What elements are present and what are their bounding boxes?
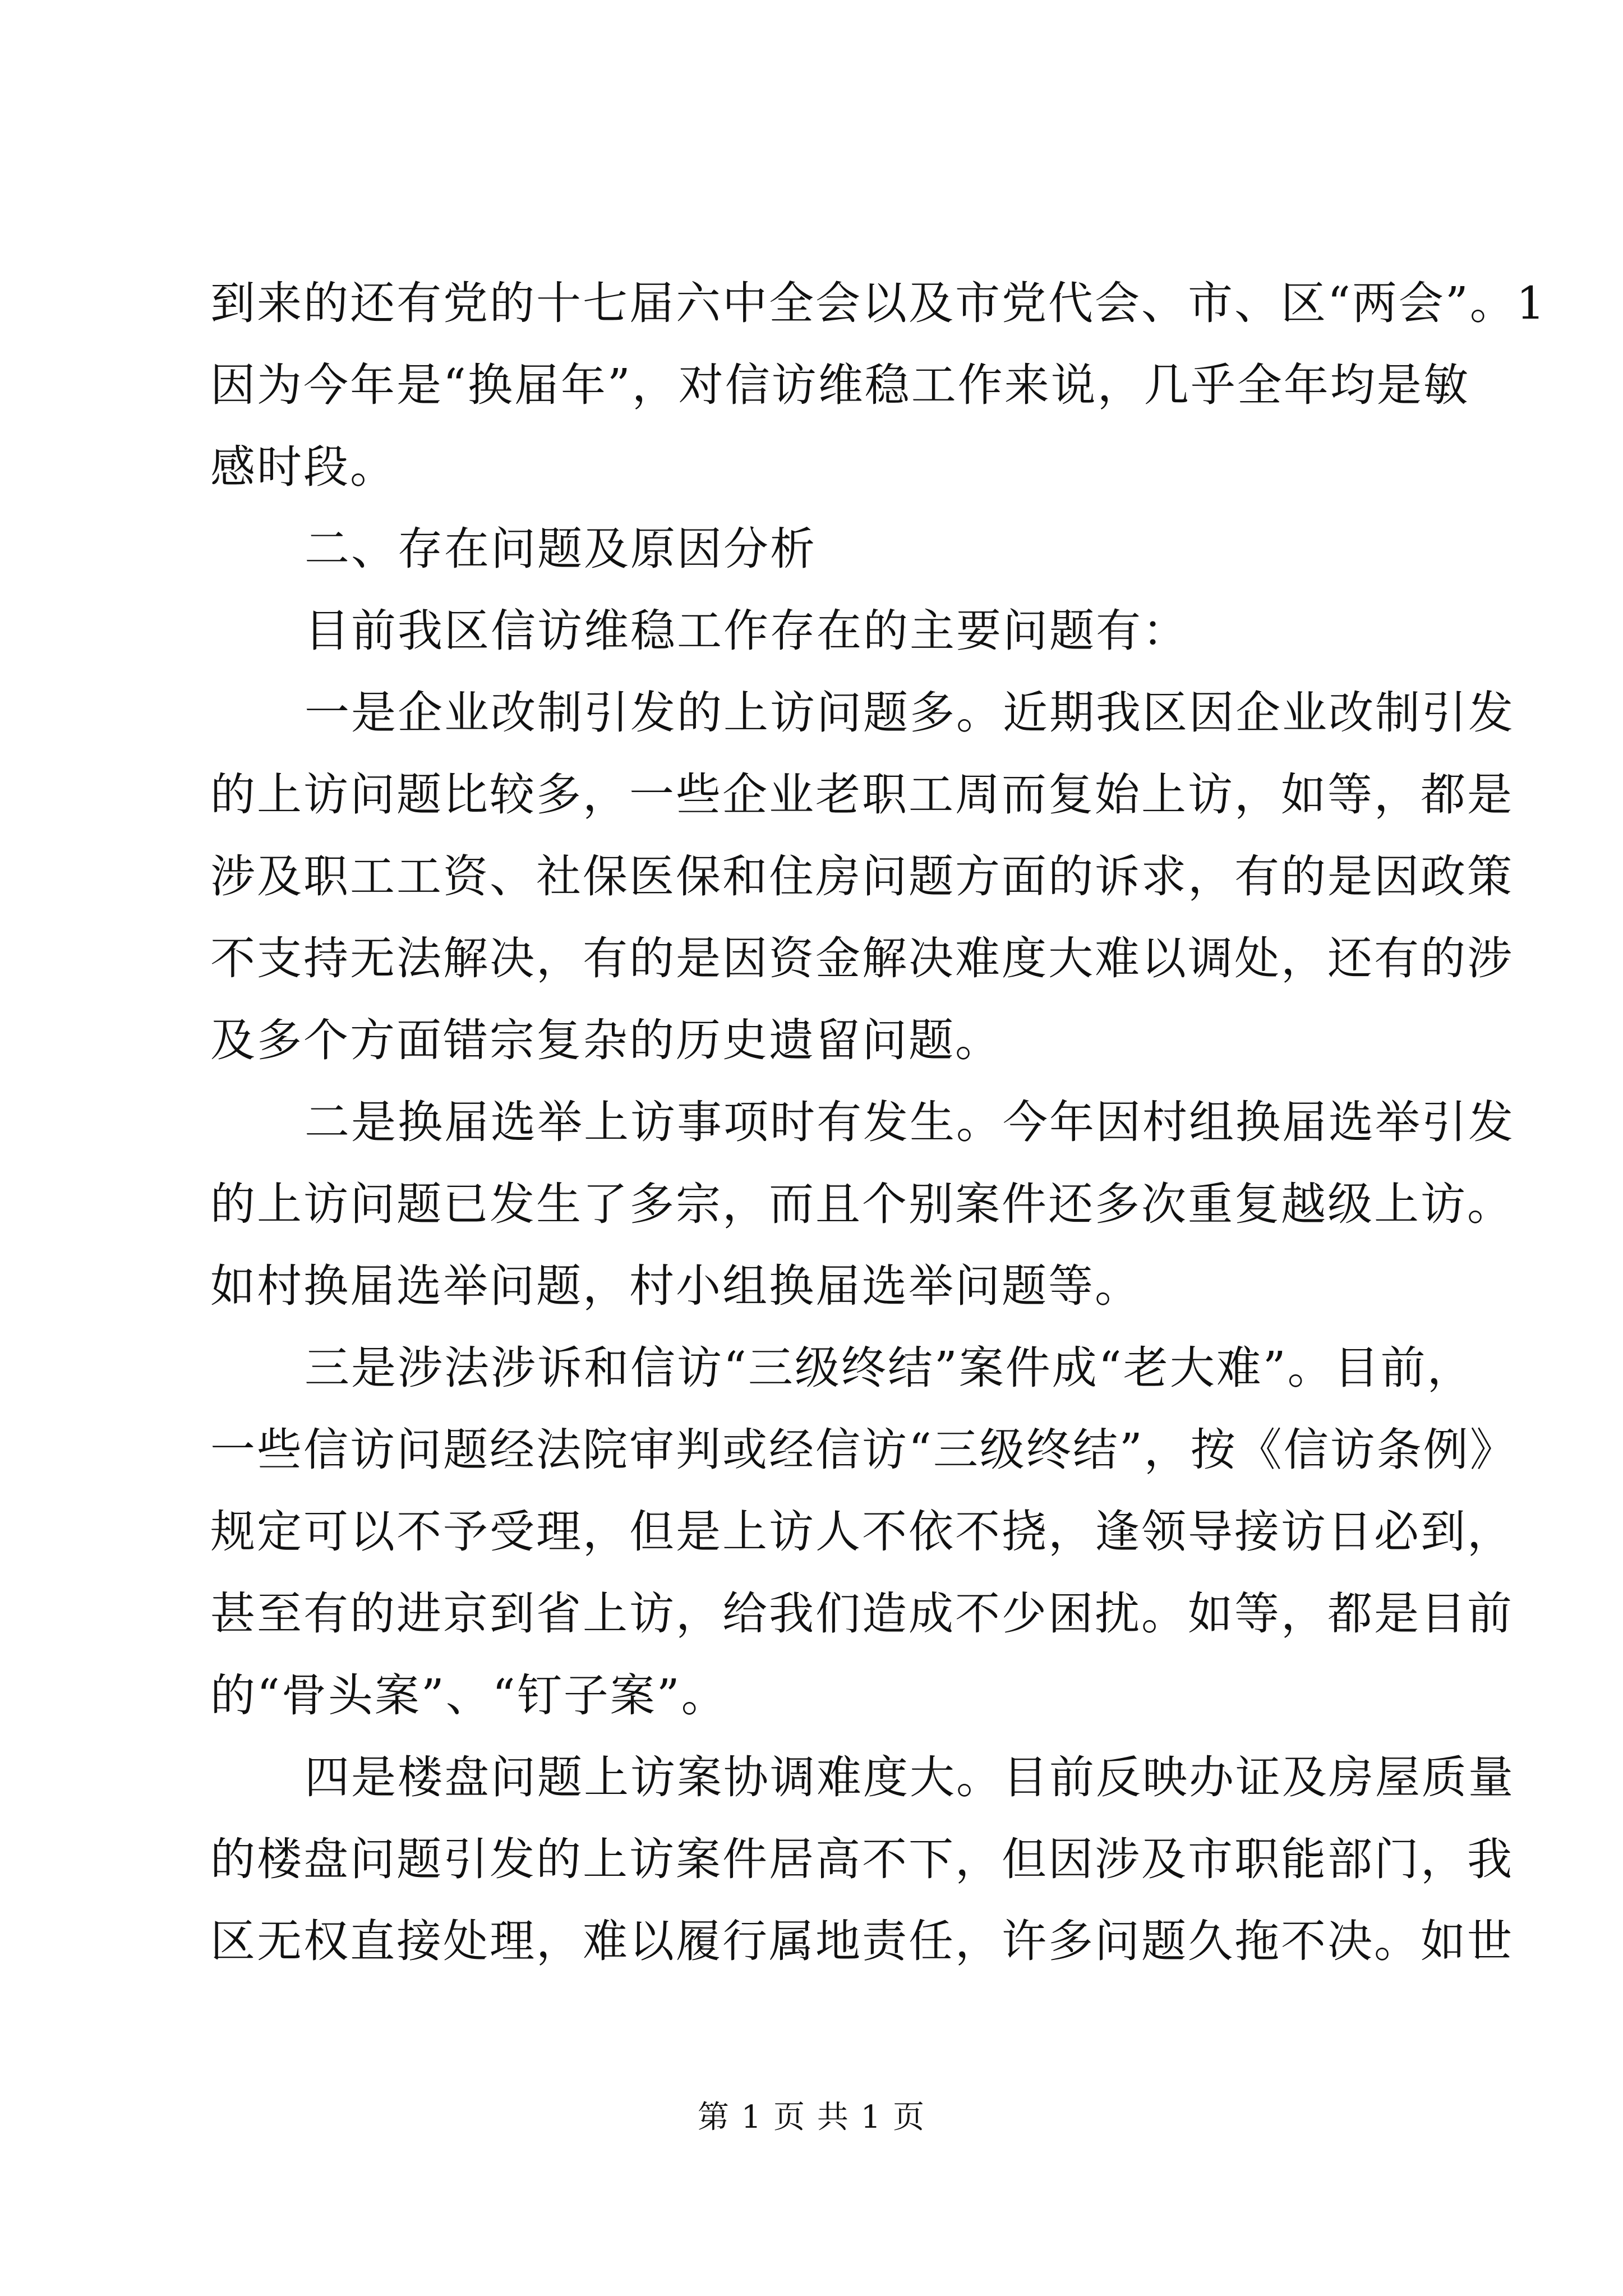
text-line: 及多个方面错宗复杂的历史遗留问题。	[210, 1014, 1002, 1066]
text-line: 因为今年是“换届年”，对信访维稳工作来说，几乎全年均是敏	[210, 359, 1470, 411]
text-line: 到来的还有党的十七届六中全会以及市党代会、市、区“两会”。1	[210, 277, 1547, 329]
text-line: 的上访问题比较多，一些企业老职工周而复始上访，如等，都是	[210, 769, 1514, 821]
text-line: 一些信访问题经法院审判或经信访“三级终结”，按《信访条例》	[210, 1424, 1516, 1476]
text-line: 目前我区信访维稳工作存在的主要问题有：	[305, 605, 1189, 657]
text-line: 三是涉法涉诉和信访“三级终结”案件成“老大难”。目前，	[305, 1342, 1474, 1394]
text-line: 甚至有的进京到省上访，给我们造成不少困扰。如等，都是目前	[210, 1588, 1514, 1640]
text-line: 二、存在问题及原因分析	[305, 523, 817, 575]
text-line: 区无权直接处理，难以履行属地责任，许多问题久拖不决。如世	[210, 1915, 1514, 1967]
text-line: 的楼盘问题引发的上访案件居高不下，但因涉及市职能部门，我	[210, 1833, 1514, 1885]
text-line: 规定可以不予受理，但是上访人不依不挠，逢领导接访日必到，	[210, 1506, 1514, 1558]
text-line: 二是换届选举上访事项时有发生。今年因村组换届选举引发	[305, 1096, 1515, 1148]
text-line: 四是楼盘问题上访案协调难度大。目前反映办证及房屋质量	[305, 1751, 1515, 1803]
text-line: 的上访问题已发生了多宗，而且个别案件还多次重复越级上访。	[210, 1178, 1514, 1230]
page-footer: 第 1 页 共 1 页	[697, 2099, 926, 2136]
text-line: 的“骨头案”、“钉子案”。	[210, 1669, 728, 1722]
text-line: 感时段。	[210, 441, 396, 493]
text-line: 一是企业改制引发的上访问题多。近期我区因企业改制引发	[305, 687, 1515, 739]
text-line: 不支持无法解决，有的是因资金解决难度大难以调处，还有的涉	[210, 932, 1514, 984]
text-line: 如村换届选举问题，村小组换届选举问题等。	[210, 1260, 1141, 1312]
text-line: 涉及职工工资、社保医保和住房问题方面的诉求，有的是因政策	[210, 850, 1514, 903]
document-body	[210, 263, 1547, 1982]
